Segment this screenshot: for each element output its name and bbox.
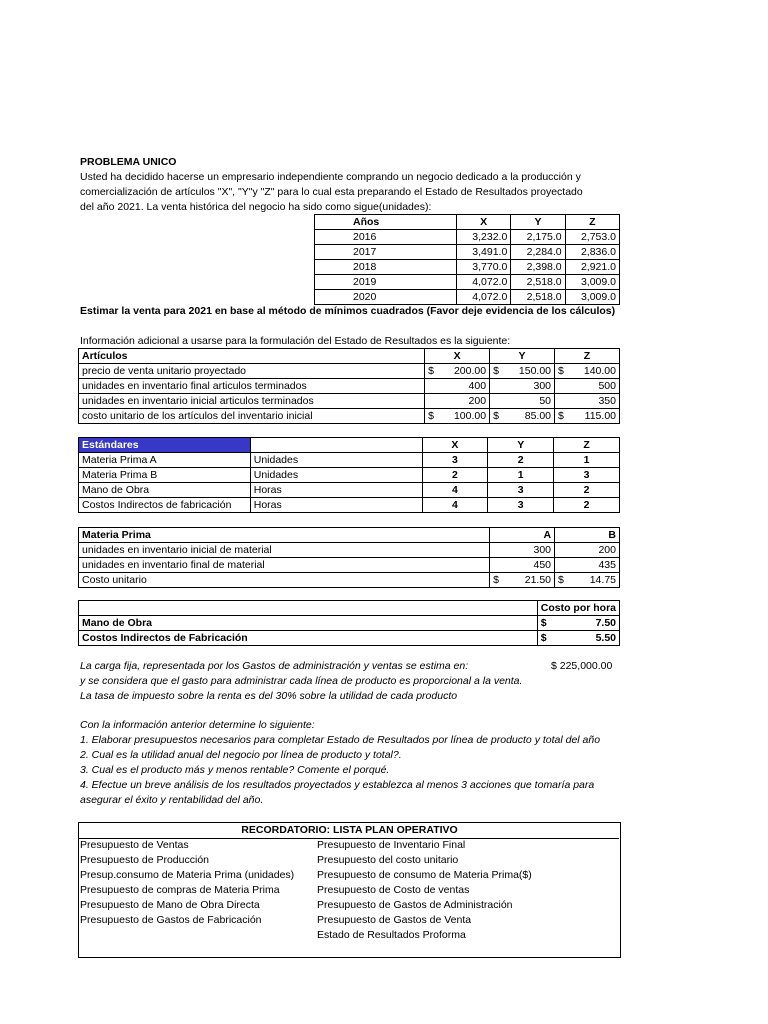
table-row — [79, 394, 620, 409]
table-row — [315, 260, 620, 275]
standard-x: 4 — [422, 498, 488, 513]
standard-y: 1 — [488, 468, 554, 483]
standard-label: Costos Indirectos de fabricación — [79, 498, 251, 513]
article-y: $ 150.00 — [490, 364, 555, 379]
list-item: Presupuesto de Inventario Final — [317, 839, 466, 851]
sales-x: 3,491.0 — [457, 245, 511, 260]
standard-x: 3 — [422, 453, 488, 468]
reminder-right-list — [317, 838, 532, 943]
article-x: 200 — [425, 394, 490, 409]
standard-z: 1 — [554, 453, 620, 468]
table-row — [79, 543, 620, 558]
article-label: unidades en inventario final articulos terminados — [79, 379, 425, 394]
task-item: 1. Elaborar presupuestos necesarios para completar Estado de Resultados por línea de producto y total del año — [80, 734, 601, 746]
sales-y: 2,284.0 — [511, 245, 565, 260]
sales-table-header — [315, 215, 620, 230]
sales-x: 4,072.0 — [457, 290, 511, 305]
sales-z: 2,753.0 — [565, 230, 619, 245]
table-row — [79, 379, 620, 394]
standard-y: 3 — [488, 498, 554, 513]
standard-unit: Unidades — [250, 468, 422, 483]
raw-material-header-label: Materia Prima — [79, 528, 490, 543]
standard-unit: Horas — [250, 483, 422, 498]
standard-label: Mano de Obra — [79, 483, 251, 498]
list-item: Presupuesto de Costo de ventas — [317, 884, 470, 896]
table-row — [79, 468, 620, 483]
article-z: 350 — [555, 394, 620, 409]
cost-header-label: Costo por hora — [537, 601, 619, 616]
sales-year: 2020 — [315, 290, 457, 305]
articles-table — [78, 348, 620, 424]
standards-header-unit — [250, 438, 422, 453]
table-row — [79, 558, 620, 573]
standards-header — [79, 438, 620, 453]
raw-material-a: 300 — [490, 543, 555, 558]
standard-unit: Horas — [250, 498, 422, 513]
article-label: precio de venta unitario proyectado — [79, 364, 425, 379]
standard-label: Materia Prima B — [79, 468, 251, 483]
article-x: $ 100.00 — [425, 409, 490, 424]
intro-line-2: comercialización de artículos "X", "Y"y "Z" para lo cual esta preparando el Estado de Resultados proyectado — [80, 186, 583, 198]
raw-material-table — [78, 527, 620, 588]
standards-header-z: Z — [554, 438, 620, 453]
raw-material-a: $ 21.50 — [490, 573, 555, 588]
raw-material-header-a: A — [490, 528, 555, 543]
intro-line-3: del año 2021. La venta histórica del negocio ha sido como sigue(unidades): — [80, 201, 432, 213]
sales-y: 2,175.0 — [511, 230, 565, 245]
table-row — [79, 409, 620, 424]
standard-unit: Unidades — [250, 453, 422, 468]
raw-material-b: 435 — [555, 558, 620, 573]
sales-header-x: X — [457, 215, 511, 230]
raw-material-header-b: B — [555, 528, 620, 543]
articles-header-label: Artículos — [79, 349, 425, 364]
reminder-title: RECORDATORIO: LISTA PLAN OPERATIVO — [241, 824, 458, 836]
article-x: 400 — [425, 379, 490, 394]
cost-per-hour-table — [78, 600, 620, 646]
raw-material-label: unidades en inventario inicial de material — [79, 543, 490, 558]
table-row — [315, 245, 620, 260]
standard-y: 3 — [488, 483, 554, 498]
tax-note: La tasa de impuesto sobre la renta es del 30% sobre la utilidad de cada producto — [80, 690, 458, 702]
problem-title: PROBLEMA UNICO — [80, 156, 177, 168]
article-y: 300 — [490, 379, 555, 394]
cost-label: Mano de Obra — [79, 616, 538, 631]
sales-year: 2018 — [315, 260, 457, 275]
standard-label: Materia Prima A — [79, 453, 251, 468]
list-item: Presupuesto del costo unitario — [317, 854, 459, 866]
list-item: Presupuesto de Gastos de Administración — [317, 899, 513, 911]
estimate-instruction: Estimar la venta para 2021 en base al método de mínimos cuadrados (Favor deje evidencia de los cálculos) — [80, 305, 616, 317]
table-row — [315, 290, 620, 305]
raw-material-b: 200 — [555, 543, 620, 558]
table-row — [79, 631, 620, 646]
table-row — [79, 483, 620, 498]
task-item: asegurar el éxito y rentabilidad del año. — [80, 794, 264, 806]
sales-y: 2,518.0 — [511, 290, 565, 305]
intro-line-1: Usted ha decidido hacerse un empresario independiente comprando un negocio dedicado a la producción y — [80, 171, 581, 183]
table-row — [79, 498, 620, 513]
sales-x: 4,072.0 — [457, 275, 511, 290]
list-item: Presupuesto de Mano de Obra Directa — [80, 899, 260, 911]
list-item: Presupuesto de consumo de Materia Prima($) — [317, 869, 532, 881]
sales-year: 2016 — [315, 230, 457, 245]
sales-header-y: Y — [511, 215, 565, 230]
articles-header-y: Y — [490, 349, 555, 364]
cost-header — [79, 601, 620, 616]
list-item: Presup.consumo de Materia Prima (unidades) — [80, 869, 295, 881]
article-z: $ 140.00 — [555, 364, 620, 379]
sales-y: 2,518.0 — [511, 275, 565, 290]
standards-header-label: Estándares — [79, 438, 251, 453]
sales-x: 3,232.0 — [457, 230, 511, 245]
article-z: 500 — [555, 379, 620, 394]
standard-x: 2 — [422, 468, 488, 483]
article-label: costo unitario de los artículos del inventario inicial — [79, 409, 425, 424]
task-item: 4. Efectue un breve análisis de los resultados proyectados y establezca al menos 3 acciones que tomaría para — [80, 779, 595, 791]
sales-y: 2,398.0 — [511, 260, 565, 275]
articles-header-z: Z — [555, 349, 620, 364]
additional-info: Información adicional a usarse para la formulación del Estado de Resultados es la siguiente: — [80, 335, 511, 347]
list-item: Presupuesto de Gastos de Fabricación — [80, 914, 262, 926]
sales-header-z: Z — [565, 215, 619, 230]
standard-x: 4 — [422, 483, 488, 498]
fixed-load-amount: $ 225,000.00 — [551, 660, 613, 672]
sales-z: 2,921.0 — [565, 260, 619, 275]
cost-header-blank — [79, 601, 538, 616]
articles-header — [79, 349, 620, 364]
standards-header-x: X — [422, 438, 488, 453]
sales-header-years: Años — [315, 215, 457, 230]
cost-value: $ 5.50 — [537, 631, 619, 646]
article-y: $ 85.00 — [490, 409, 555, 424]
articles-header-x: X — [425, 349, 490, 364]
sales-z: 2,836.0 — [565, 245, 619, 260]
standard-z: 2 — [554, 498, 620, 513]
cost-label: Costos Indirectos de Fabricación — [79, 631, 538, 646]
raw-material-a: 450 — [490, 558, 555, 573]
task-item: 3. Cual es el producto más y menos rentable? Comente el porqué. — [80, 764, 390, 776]
standard-z: 2 — [554, 483, 620, 498]
sales-x: 3,770.0 — [457, 260, 511, 275]
sales-z: 3,009.0 — [565, 275, 619, 290]
standard-z: 3 — [554, 468, 620, 483]
raw-material-label: Costo unitario — [79, 573, 490, 588]
tasks-intro: Con la información anterior determine lo siguiente: — [80, 719, 315, 731]
list-item: Estado de Resultados Proforma — [317, 929, 466, 941]
fixed-load-note: La carga fija, representada por los Gastos de administración y ventas se estima en: — [80, 660, 469, 672]
table-row — [79, 453, 620, 468]
raw-material-label: unidades en inventario final de material — [79, 558, 490, 573]
standards-table — [78, 437, 620, 513]
article-y: 50 — [490, 394, 555, 409]
standards-header-y: Y — [488, 438, 554, 453]
reminder-box — [78, 822, 621, 958]
list-item: Presupuesto de Producción — [80, 854, 209, 866]
raw-material-header — [79, 528, 620, 543]
proportional-note: y se considera que el gasto para administrar cada línea de producto es proporcional a la venta. — [80, 675, 523, 687]
sales-z: 3,009.0 — [565, 290, 619, 305]
sales-year: 2019 — [315, 275, 457, 290]
standard-y: 2 — [488, 453, 554, 468]
reminder-left-list — [80, 838, 294, 928]
article-z: $ 115.00 — [555, 409, 620, 424]
raw-material-b: $ 14.75 — [555, 573, 620, 588]
article-label: unidades en inventario inicial articulos terminados — [79, 394, 425, 409]
table-row — [79, 573, 620, 588]
table-row — [79, 616, 620, 631]
cost-value: $ 7.50 — [537, 616, 619, 631]
table-row — [315, 230, 620, 245]
list-item: Presupuesto de compras de Materia Prima — [80, 884, 280, 896]
article-x: $ 200.00 — [425, 364, 490, 379]
table-row — [79, 364, 620, 379]
list-item: Presupuesto de Gastos de Venta — [317, 914, 472, 926]
list-item: Presupuesto de Ventas — [80, 839, 189, 851]
sales-year: 2017 — [315, 245, 457, 260]
sales-table — [314, 214, 620, 305]
task-item: 2. Cual es la utilidad anual del negocio por línea de producto y total?. — [80, 749, 402, 761]
table-row — [315, 275, 620, 290]
